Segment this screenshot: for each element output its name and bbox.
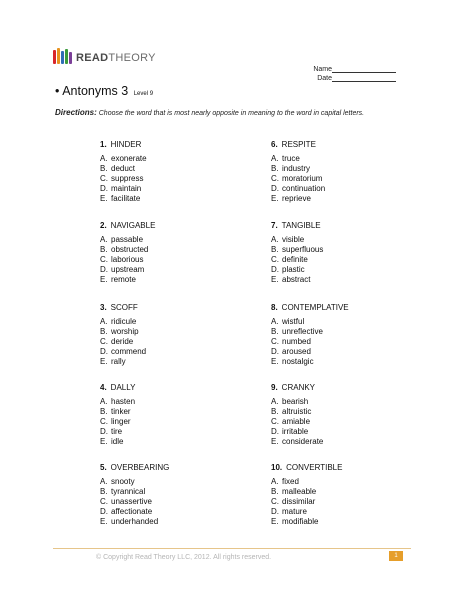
answer-option bbox=[271, 407, 401, 417]
question-word: SCOFF bbox=[110, 303, 138, 312]
option-text: deduct bbox=[111, 164, 136, 173]
option-text: facilitate bbox=[111, 194, 141, 203]
answer-option bbox=[100, 407, 230, 417]
option-letter: D. bbox=[100, 347, 108, 356]
option-letter: B. bbox=[271, 487, 279, 496]
date-label: Date bbox=[317, 75, 332, 82]
option-text: underhanded bbox=[111, 517, 159, 526]
answer-option bbox=[100, 245, 230, 255]
books-icon bbox=[53, 48, 72, 64]
question-word: NAVIGABLE bbox=[110, 221, 156, 230]
option-text: altruistic bbox=[282, 407, 312, 416]
answer-option bbox=[271, 275, 401, 285]
option-text: remote bbox=[111, 275, 136, 284]
option-text: tire bbox=[111, 427, 123, 436]
option-text: fixed bbox=[282, 477, 299, 486]
question-number: 6. bbox=[271, 140, 278, 149]
option-text: unreflective bbox=[282, 327, 323, 336]
answer-option bbox=[100, 397, 230, 407]
option-letter: A. bbox=[271, 154, 279, 163]
answer-option bbox=[271, 194, 401, 204]
option-text: superfluous bbox=[282, 245, 324, 254]
answer-option bbox=[271, 255, 401, 265]
option-text: hasten bbox=[111, 397, 136, 406]
answer-option bbox=[271, 437, 401, 447]
option-letter: B. bbox=[271, 327, 279, 336]
brand-name: READTHEORY bbox=[76, 52, 156, 64]
option-letter: A. bbox=[271, 235, 279, 244]
option-letter: A. bbox=[100, 397, 108, 406]
option-text: malleable bbox=[282, 487, 317, 496]
option-letter: B. bbox=[271, 164, 279, 173]
answer-option bbox=[100, 487, 230, 497]
answer-option bbox=[271, 164, 401, 174]
option-letter: D. bbox=[100, 184, 108, 193]
option-letter: D. bbox=[271, 507, 279, 516]
option-letter: E. bbox=[100, 517, 108, 526]
answer-option bbox=[100, 357, 230, 367]
option-text: abstract bbox=[282, 275, 311, 284]
option-letter: D. bbox=[100, 265, 108, 274]
answer-option bbox=[271, 357, 401, 367]
option-letter: E. bbox=[100, 194, 108, 203]
title-bullet: • bbox=[55, 84, 60, 98]
question-item bbox=[100, 140, 230, 204]
question-word: CRANKY bbox=[281, 383, 316, 392]
answer-option bbox=[271, 507, 401, 517]
option-letter: C. bbox=[100, 337, 108, 346]
question-number: 7. bbox=[271, 221, 278, 230]
answer-option bbox=[271, 245, 401, 255]
option-text: tinker bbox=[111, 407, 131, 416]
question-item bbox=[271, 383, 401, 447]
option-letter: B. bbox=[100, 487, 108, 496]
option-text: unassertive bbox=[111, 497, 152, 506]
questions-grid bbox=[100, 140, 400, 530]
question-heading bbox=[271, 221, 401, 231]
option-text: plastic bbox=[282, 265, 305, 274]
option-letter: C. bbox=[100, 255, 108, 264]
option-letter: A. bbox=[100, 317, 108, 326]
option-text: affectionate bbox=[111, 507, 153, 516]
option-text: upstream bbox=[111, 265, 145, 274]
question-heading bbox=[100, 383, 230, 393]
level-label: Level 9 bbox=[133, 91, 154, 97]
option-text: idle bbox=[111, 437, 124, 446]
answer-option bbox=[271, 337, 401, 347]
answer-option bbox=[100, 164, 230, 174]
option-letter: B. bbox=[100, 327, 108, 336]
answer-option bbox=[271, 477, 401, 487]
option-text: numbed bbox=[282, 337, 311, 346]
answer-option bbox=[100, 317, 230, 327]
answer-option bbox=[100, 417, 230, 427]
page-footer bbox=[53, 548, 411, 565]
option-letter: A. bbox=[100, 154, 108, 163]
answer-option bbox=[271, 397, 401, 407]
option-letter: E. bbox=[100, 437, 108, 446]
option-text: dissimilar bbox=[282, 497, 316, 506]
option-text: considerate bbox=[282, 437, 324, 446]
answer-option bbox=[100, 347, 230, 357]
option-text: industry bbox=[282, 164, 311, 173]
question-word: TANGIBLE bbox=[281, 221, 321, 230]
copyright-text: © Copyright Read Theory LLC, 2012. All rights reserved. bbox=[96, 554, 272, 561]
name-line bbox=[332, 65, 396, 73]
question-item bbox=[100, 463, 230, 527]
option-letter: B. bbox=[100, 407, 108, 416]
answer-option bbox=[100, 497, 230, 507]
option-text: truce bbox=[282, 154, 300, 163]
option-letter: C. bbox=[271, 497, 279, 506]
option-letter: C. bbox=[271, 174, 279, 183]
answer-option bbox=[100, 174, 230, 184]
option-text: modifiable bbox=[282, 517, 319, 526]
option-letter: E. bbox=[100, 357, 108, 366]
option-letter: A. bbox=[100, 235, 108, 244]
option-text: definite bbox=[282, 255, 308, 264]
option-text: tyrannical bbox=[111, 487, 146, 496]
option-text: reprieve bbox=[282, 194, 311, 203]
option-text: mature bbox=[282, 507, 307, 516]
option-letter: D. bbox=[271, 265, 279, 274]
question-heading bbox=[271, 140, 401, 150]
question-word: DALLY bbox=[110, 383, 136, 392]
question-number: 5. bbox=[100, 463, 107, 472]
question-item bbox=[271, 303, 401, 367]
question-item bbox=[271, 221, 401, 285]
option-letter: A. bbox=[271, 397, 279, 406]
option-letter: D. bbox=[271, 347, 279, 356]
option-text: commend bbox=[111, 347, 147, 356]
answer-option bbox=[271, 487, 401, 497]
option-letter: B. bbox=[100, 164, 108, 173]
option-text: suppress bbox=[111, 174, 144, 183]
answer-option bbox=[271, 317, 401, 327]
question-item bbox=[271, 463, 401, 527]
option-text: ridicule bbox=[111, 317, 137, 326]
answer-option bbox=[100, 265, 230, 275]
question-number: 9. bbox=[271, 383, 278, 392]
option-text: rally bbox=[111, 357, 126, 366]
option-letter: E. bbox=[271, 275, 279, 284]
directions bbox=[55, 108, 364, 117]
option-letter: D. bbox=[100, 427, 108, 436]
date-line bbox=[332, 74, 396, 82]
option-text: nostalgic bbox=[282, 357, 314, 366]
question-heading bbox=[271, 463, 401, 473]
option-text: continuation bbox=[282, 184, 326, 193]
option-letter: E. bbox=[271, 517, 279, 526]
question-word: CONTEMPLATIVE bbox=[281, 303, 349, 312]
question-word: CONVERTIBLE bbox=[286, 463, 343, 472]
page-title bbox=[55, 84, 153, 98]
option-text: irritable bbox=[282, 427, 309, 436]
answer-option bbox=[271, 347, 401, 357]
question-number: 8. bbox=[271, 303, 278, 312]
title-text: Antonyms 3 bbox=[62, 84, 129, 98]
answer-option bbox=[271, 235, 401, 245]
option-letter: A. bbox=[271, 477, 279, 486]
answer-option bbox=[100, 194, 230, 204]
question-number: 10. bbox=[271, 463, 283, 472]
option-text: aroused bbox=[282, 347, 311, 356]
answer-option bbox=[271, 427, 401, 437]
answer-option bbox=[100, 507, 230, 517]
option-letter: C. bbox=[271, 255, 279, 264]
question-item bbox=[100, 383, 230, 447]
option-text: amiable bbox=[282, 417, 311, 426]
option-text: linger bbox=[111, 417, 131, 426]
option-text: laborious bbox=[111, 255, 144, 264]
question-item bbox=[100, 303, 230, 367]
answer-option bbox=[100, 255, 230, 265]
question-heading bbox=[100, 463, 230, 473]
name-date-block bbox=[313, 65, 396, 83]
option-letter: D. bbox=[100, 507, 108, 516]
answer-option bbox=[271, 327, 401, 337]
option-letter: C. bbox=[100, 497, 108, 506]
option-text: exonerate bbox=[111, 154, 147, 163]
answer-option bbox=[100, 275, 230, 285]
option-letter: C. bbox=[100, 417, 108, 426]
question-word: HINDER bbox=[110, 140, 142, 149]
question-item bbox=[271, 140, 401, 204]
option-letter: C. bbox=[271, 337, 279, 346]
option-text: maintain bbox=[111, 184, 142, 193]
answer-option bbox=[100, 517, 230, 527]
question-item bbox=[100, 221, 230, 285]
question-heading bbox=[100, 303, 230, 313]
answer-option bbox=[100, 327, 230, 337]
question-heading bbox=[100, 140, 230, 150]
option-letter: E. bbox=[271, 357, 279, 366]
answer-option bbox=[271, 174, 401, 184]
answer-option bbox=[100, 477, 230, 487]
directions-label: Directions: bbox=[55, 108, 97, 117]
answer-option bbox=[100, 154, 230, 164]
option-letter: B. bbox=[271, 407, 279, 416]
answer-option bbox=[100, 184, 230, 194]
option-letter: B. bbox=[100, 245, 108, 254]
option-letter: A. bbox=[271, 317, 279, 326]
option-text: snooty bbox=[111, 477, 135, 486]
option-text: wistful bbox=[282, 317, 305, 326]
answer-option bbox=[100, 235, 230, 245]
option-letter: A. bbox=[100, 477, 108, 486]
option-letter: E. bbox=[271, 437, 279, 446]
question-heading bbox=[271, 383, 401, 393]
option-text: bearish bbox=[282, 397, 309, 406]
answer-option bbox=[271, 417, 401, 427]
directions-text: Choose the word that is most nearly opposite in meaning to the word in capital letters. bbox=[98, 110, 365, 117]
question-number: 3. bbox=[100, 303, 107, 312]
option-text: obstructed bbox=[111, 245, 149, 254]
option-letter: C. bbox=[271, 417, 279, 426]
answer-option bbox=[100, 427, 230, 437]
question-number: 4. bbox=[100, 383, 107, 392]
option-letter: D. bbox=[271, 184, 279, 193]
answer-option bbox=[100, 337, 230, 347]
question-word: RESPITE bbox=[281, 140, 316, 149]
option-text: worship bbox=[111, 327, 139, 336]
answer-option bbox=[100, 437, 230, 447]
answer-option bbox=[271, 184, 401, 194]
readtheory-logo bbox=[53, 48, 156, 64]
option-letter: E. bbox=[100, 275, 108, 284]
question-word: OVERBEARING bbox=[110, 463, 170, 472]
name-label: Name bbox=[313, 66, 332, 73]
option-letter: B. bbox=[271, 245, 279, 254]
answer-option bbox=[271, 517, 401, 527]
question-heading bbox=[271, 303, 401, 313]
option-text: visible bbox=[282, 235, 305, 244]
option-text: deride bbox=[111, 337, 134, 346]
question-heading bbox=[100, 221, 230, 231]
answer-option bbox=[271, 265, 401, 275]
answer-option bbox=[271, 154, 401, 164]
question-number: 1. bbox=[100, 140, 107, 149]
option-letter: E. bbox=[271, 194, 279, 203]
option-letter: D. bbox=[271, 427, 279, 436]
option-letter: C. bbox=[100, 174, 108, 183]
question-number: 2. bbox=[100, 221, 107, 230]
option-text: moratorium bbox=[282, 174, 323, 183]
option-text: passable bbox=[111, 235, 144, 244]
page-number: 1 bbox=[389, 551, 403, 561]
answer-option bbox=[271, 497, 401, 507]
